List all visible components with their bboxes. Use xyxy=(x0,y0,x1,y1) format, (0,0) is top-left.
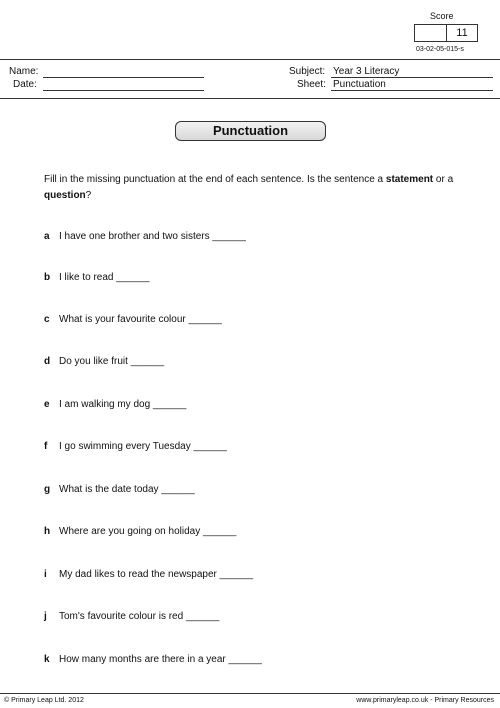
subject-value: Year 3 Literacy xyxy=(333,66,400,77)
question-d xyxy=(44,356,164,367)
question-letter: d xyxy=(44,356,51,367)
instructions-bold2: question xyxy=(44,190,86,201)
footer-copyright: © Primary Leap Ltd. 2012 xyxy=(4,697,84,704)
question-text[interactable]: Do you like fruit ______ xyxy=(59,356,165,367)
question-e xyxy=(44,399,186,410)
header-divider-top xyxy=(0,59,500,60)
page-title: Punctuation xyxy=(175,121,326,141)
score-box xyxy=(414,24,478,42)
question-h xyxy=(44,526,236,537)
date-label: Date: xyxy=(13,79,37,90)
instructions-part3: ? xyxy=(85,190,92,201)
score-label: Score xyxy=(430,11,454,21)
question-letter: e xyxy=(44,399,50,410)
question-text[interactable]: Tom's favourite colour is red ______ xyxy=(59,611,220,622)
sheet-label: Sheet: xyxy=(297,79,326,90)
instructions xyxy=(44,172,484,204)
question-letter: i xyxy=(44,569,47,580)
question-text[interactable]: My dad likes to read the newspaper ______ xyxy=(59,569,254,580)
instructions-part1: Fill in the missing punctuation at the end of each sentence. Is the sentence a xyxy=(44,174,386,185)
instructions-part2: or a xyxy=(433,174,454,185)
name-field[interactable] xyxy=(43,77,204,78)
question-letter: b xyxy=(44,272,51,283)
name-label: Name: xyxy=(9,66,39,77)
question-j xyxy=(44,611,219,622)
question-k xyxy=(44,654,262,665)
subject-line xyxy=(331,77,493,78)
instructions-bold1: statement xyxy=(385,174,434,185)
question-letter: h xyxy=(44,526,51,537)
question-text[interactable]: Where are you going on holiday ______ xyxy=(59,526,237,537)
question-letter: f xyxy=(44,441,48,452)
worksheet-code: 03-02-05-015-s xyxy=(416,46,464,53)
question-letter: j xyxy=(44,611,47,622)
sheet-value: Punctuation xyxy=(333,79,386,90)
score-divider xyxy=(446,25,447,41)
question-letter: k xyxy=(44,654,50,665)
question-text[interactable]: I have one brother and two sisters ______ xyxy=(59,231,246,242)
question-text[interactable]: I go swimming every Tuesday ______ xyxy=(59,441,227,452)
sheet-line xyxy=(331,90,493,91)
question-b xyxy=(44,272,150,283)
question-g xyxy=(44,484,195,495)
question-c xyxy=(44,314,222,325)
question-letter: c xyxy=(44,314,50,325)
question-letter: a xyxy=(44,231,50,242)
score-value: 11 xyxy=(456,27,468,39)
date-field[interactable] xyxy=(43,90,204,91)
question-text[interactable]: I am walking my dog ______ xyxy=(59,399,187,410)
footer-divider xyxy=(0,693,500,694)
question-text[interactable]: I like to read ______ xyxy=(59,272,150,283)
header-divider-bottom xyxy=(0,98,500,99)
subject-label: Subject: xyxy=(289,66,326,77)
question-a xyxy=(44,231,246,242)
question-letter: g xyxy=(44,484,51,495)
question-text[interactable]: What is your favourite colour ______ xyxy=(59,314,222,325)
footer-website: www.primaryleap.co.uk - Primary Resources xyxy=(356,697,494,704)
question-text[interactable]: How many months are there in a year ______ xyxy=(59,654,262,665)
question-text[interactable]: What is the date today ______ xyxy=(59,484,195,495)
question-i xyxy=(44,569,253,580)
question-f xyxy=(44,441,227,452)
